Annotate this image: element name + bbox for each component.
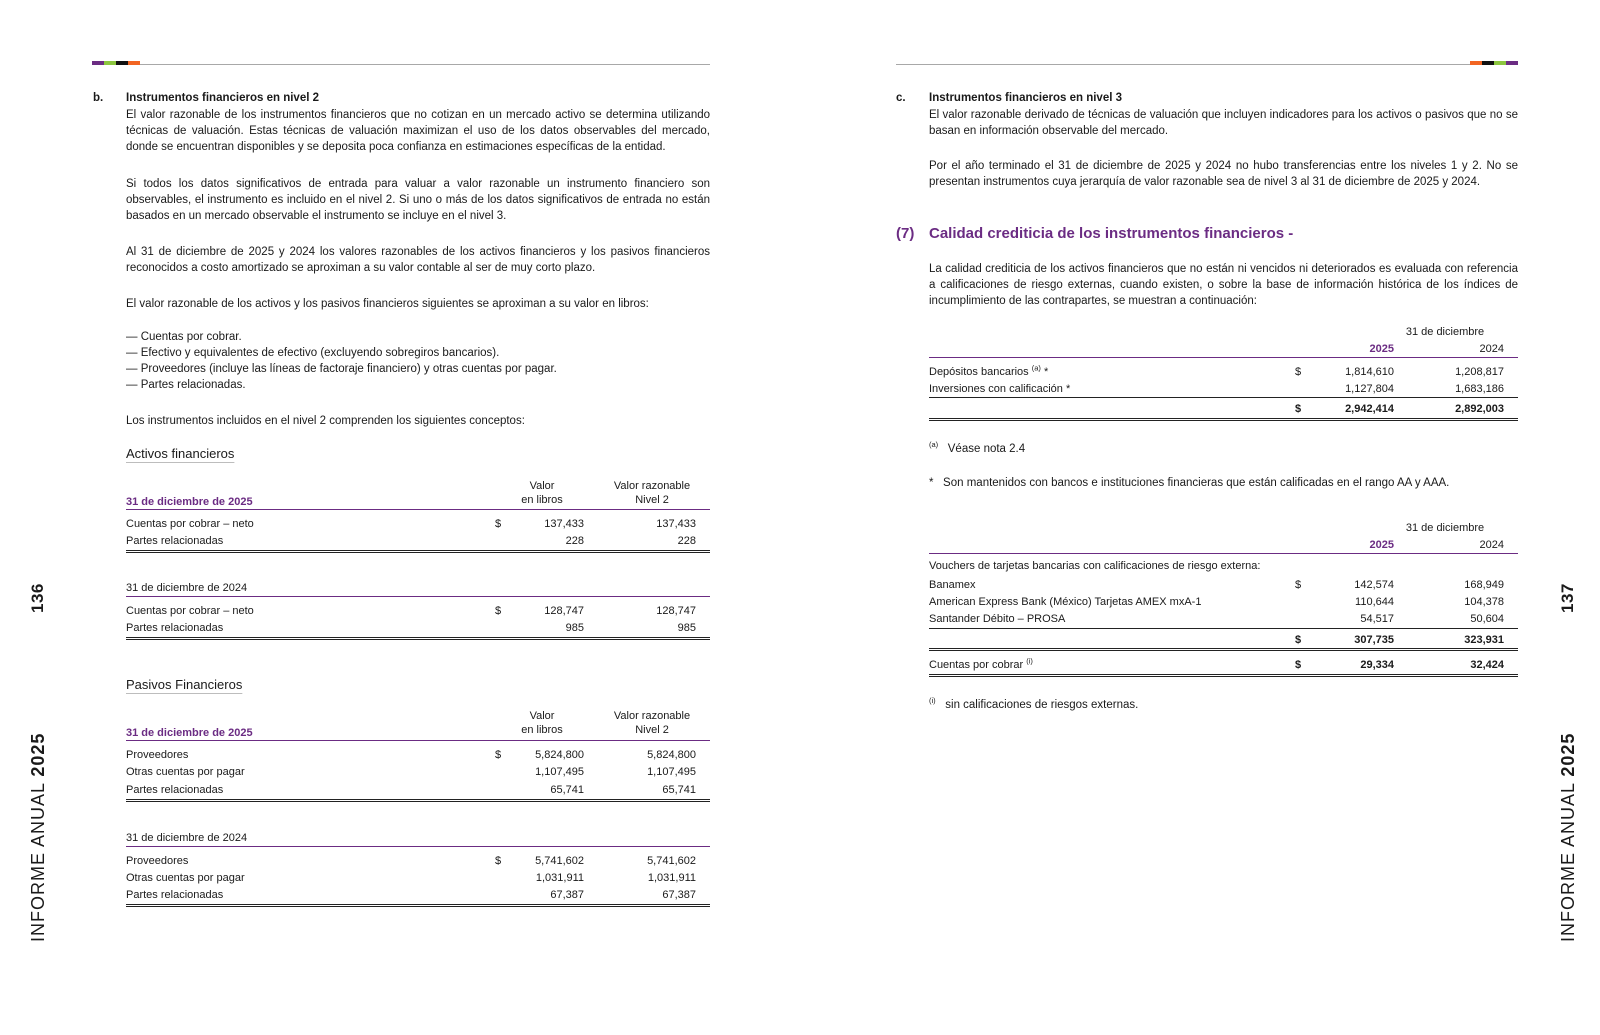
value-cell: 228 [565,535,584,547]
paragraph: La calidad crediticia de los activos financieros que no están ni vencidos ni deteriorados es evaluada con referencia a calificaciones de riesgo externas, cuando existen, o sobre la base de información histórica de los índices de incumplimiento de las contrapartes, se muestran a continuación: [929,263,1518,307]
year-header: 2025 [1369,539,1394,551]
top-rule [896,64,1518,65]
row-label: Banamex [929,579,976,591]
purple-rule [126,596,710,597]
column-header: Valor razonable Nivel 2 [613,480,691,506]
color-bar [92,61,140,65]
column-caption: 31 de diciembre [1405,522,1485,534]
currency: $ [1295,403,1302,415]
bullet-list [126,329,557,393]
value-cell: 104,378 [1464,596,1504,608]
column-header: Valor en libros [521,710,563,736]
value-cell: 65,741 [550,784,584,796]
total-cell: 2,892,003 [1455,403,1504,415]
currency: $ [1295,366,1302,378]
value-cell: 5,741,602 [535,855,584,867]
purple-rule [126,509,710,510]
row-label: Partes relacionadas [126,535,224,547]
year-header: 2025 [1369,343,1394,355]
value-cell: 1,031,911 [647,872,696,884]
value-cell: 128,747 [656,605,696,617]
paragraph: El valor razonable derivado de técnicas de valuación que incluyen indicadores para los activos o pasivos que no se basan en información observable del mercado. [929,109,1518,137]
footnote: $^{(a)}$ Véase nota 2.4 [929,440,1026,455]
rule [929,628,1518,629]
footnote: * Son mantenidos con bancos e instituciones financieras que están calificadas en el rango AA y AAA. [929,477,1450,489]
group-label: Vouchers de tarjetas bancarias con calificaciones de riesgo externa: [929,560,1261,572]
running-title: INFORME ANUAL 2025 [1558,732,1578,942]
row-label: Otras cuentas por pagar [126,872,245,884]
value-cell: 50,604 [1470,613,1504,625]
paragraph: Si todos los datos significativos de entrada para valuar a valor razonable un instrumento financiero son observables, el instrumento es incluido en el nivel 2. Si uno o más de los datos significativos de entrada no están basados en un mercado observable el instrumento se incluye en el nivel 3. [126,178,710,222]
purple-rule [929,553,1518,554]
value-cell: 1,031,911 [535,872,584,884]
value-cell: 67,387 [662,889,696,901]
color-bar [1470,61,1518,65]
value-cell: 985 [565,622,584,634]
value-cell: 54,517 [1360,613,1394,625]
double-rule [929,648,1518,651]
total-cell: 307,735 [1354,634,1394,646]
value-cell: 137,433 [656,518,696,530]
double-rule [929,418,1518,421]
row-label: Santander Débito – PROSA [929,613,1066,625]
double-rule [126,637,710,640]
value-cell: 1,683,186 [1455,383,1504,395]
section-letter: b. [93,92,104,104]
value-cell: 5,741,602 [647,855,696,867]
list-item: — Proveedores (incluye las líneas de factoraje financiero) y otras cuentas por pagar. [126,363,557,375]
total-cell: 323,931 [1464,634,1504,646]
purple-rule [126,846,710,847]
currency: $ [1295,659,1302,671]
year-header: 2024 [1479,343,1504,355]
note-number: (7) [896,225,915,242]
value-cell: 5,824,800 [647,749,696,761]
top-rule [92,64,710,65]
total-cell: 2,942,414 [1345,403,1394,415]
value-cell: 1,107,495 [535,766,584,778]
list-item: — Efectivo y equivalentes de efectivo (excluyendo sobregiros bancarios). [126,347,500,359]
row-label: Otras cuentas por pagar [126,766,245,778]
double-rule [126,550,710,553]
page-number: 137 [1558,583,1577,613]
table-heading: Activos financieros [126,446,235,461]
year-header: 2024 [1479,539,1504,551]
value-cell: 110,644 [1355,596,1394,608]
total-cell: 29,334 [1360,659,1394,671]
currency: $ [495,855,502,867]
row-label: Partes relacionadas [126,622,224,634]
currency: $ [495,518,502,530]
row-label: Cuentas por cobrar – neto [126,518,254,530]
row-label: Depósitos bancarios $^{(a)}$ * [929,363,1049,378]
paragraph: Al 31 de diciembre de 2025 y 2024 los valores razonables de los activos financieros y los pasivos financieros reconocidos a costo amortizado se aproximan a su valor contable al ser de muy corto plazo. [126,246,710,274]
value-cell: 65,741 [662,784,696,796]
value-cell: 1,127,804 [1345,383,1394,395]
purple-rule [929,357,1518,358]
period-label: 31 de diciembre de 2025 [126,727,253,739]
page-number: 136 [28,583,47,613]
paragraph: Por el año terminado el 31 de diciembre de 2025 y 2024 no hubo transferencias entre los niveles 1 y 2. No se presentan instrumentos cuya jerarquía de valor razonable sea de nivel 3 al 31 de diciembre de 2025 y 2024. [929,160,1518,188]
paragraph: El valor razonable de los instrumentos financieros que no cotizan en un mercado activo se determina utilizando técnicas de valuación. Estas técnicas de valuación maximizan el uso de los datos observables del mercado, donde se encuentran disponibles y se deposita poca confianza en estimaciones específicas de la entidad. [126,109,710,153]
value-cell: 128,747 [544,605,584,617]
purple-rule [126,740,710,741]
currency: $ [495,749,502,761]
total-cell: 32,424 [1470,659,1504,671]
value-cell: 1,814,610 [1345,366,1394,378]
section-title: Instrumentos financieros en nivel 2 [126,92,319,104]
column-header: Valor razonable Nivel 2 [613,710,691,736]
paragraph: Los instrumentos incluidos en el nivel 2 comprenden los siguientes conceptos: [126,415,525,427]
period-label: 31 de diciembre de 2024 [126,582,248,594]
row-label: Partes relacionadas [126,889,224,901]
currency: $ [1295,634,1302,646]
list-item: — Partes relacionadas. [126,379,246,391]
section-title: Instrumentos financieros en nivel 3 [929,92,1122,104]
right-page [800,0,1600,1035]
row-label: Cuentas por cobrar – neto [126,605,254,617]
footnote: $^{(i)}$ sin calificaciones de riesgos externas. [929,696,1139,711]
value-cell: 5,824,800 [535,749,584,761]
row-label: American Express Bank (México) Tarjetas AMEX mxA-1 [929,596,1202,608]
running-title: INFORME ANUAL 2025 [28,732,48,942]
row-label: Inversiones con calificación * [929,383,1071,395]
rule [929,397,1518,398]
note-title: Calidad crediticia de los instrumentos financieros - [929,225,1294,242]
double-rule [929,674,1518,677]
row-label: Proveedores [126,855,189,867]
column-header: Valor en libros [521,480,563,506]
currency: $ [1295,579,1302,591]
value-cell: 1,208,817 [1455,366,1504,378]
value-cell: 67,387 [550,889,584,901]
period-label: 31 de diciembre de 2024 [126,832,248,844]
row-label: Partes relacionadas [126,784,224,796]
column-caption: 31 de diciembre [1405,326,1485,338]
table-heading: Pasivos Financieros [126,677,243,692]
paragraph: El valor razonable de los activos y los pasivos financieros siguientes se aproximan a su valor en libros: [126,298,649,310]
double-rule [126,904,710,907]
currency: $ [495,605,502,617]
double-rule [126,799,710,802]
period-label: 31 de diciembre de 2025 [126,496,253,508]
value-cell: 985 [677,622,696,634]
value-cell: 1,107,495 [647,766,696,778]
value-cell: 168,949 [1464,579,1504,591]
value-cell: 228 [677,535,696,547]
section-letter: c. [896,92,906,104]
list-item: — Cuentas por cobrar. [126,331,242,343]
row-label: Cuentas por cobrar $^{(i)}$ [929,656,1033,671]
value-cell: 137,433 [544,518,584,530]
row-label: Proveedores [126,749,189,761]
value-cell: 142,574 [1354,579,1394,591]
